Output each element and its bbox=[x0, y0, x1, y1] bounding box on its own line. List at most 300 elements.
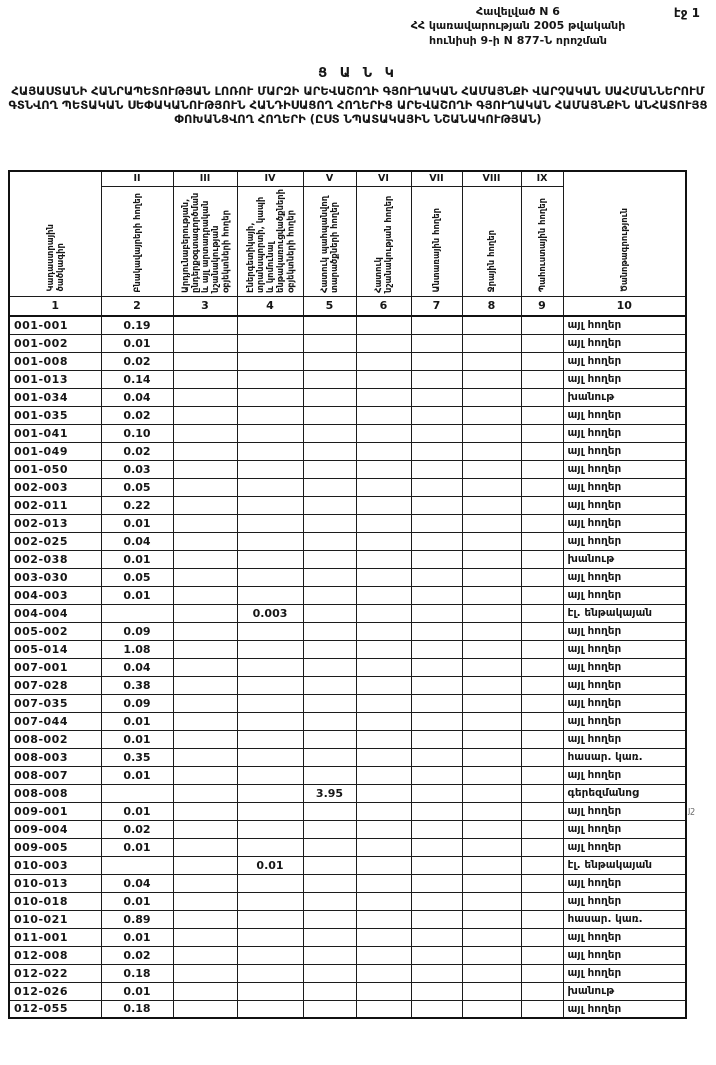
special-purpose-land-cell bbox=[356, 568, 411, 586]
residential-land-cell: 0.35 bbox=[101, 748, 173, 766]
forest-land-cell bbox=[411, 712, 462, 730]
industrial-land-cell bbox=[173, 910, 237, 928]
residential-land-cell: 0.22 bbox=[101, 496, 173, 514]
cadastral-code-cell: 005-002 bbox=[9, 622, 101, 640]
infrastructure-land-cell bbox=[237, 802, 303, 820]
protected-land-cell bbox=[303, 658, 356, 676]
infrastructure-land-cell bbox=[237, 496, 303, 514]
table-row bbox=[9, 838, 686, 856]
reserve-land-cell bbox=[521, 640, 563, 658]
protected-land-cell bbox=[303, 568, 356, 586]
reserve-land-cell bbox=[521, 928, 563, 946]
residential-land-cell: 0.02 bbox=[101, 946, 173, 964]
residential-land-cell: 0.02 bbox=[101, 820, 173, 838]
water-land-cell bbox=[462, 838, 521, 856]
infrastructure-land-cell bbox=[237, 622, 303, 640]
special-purpose-land-cell bbox=[356, 856, 411, 874]
protected-land-cell bbox=[303, 910, 356, 928]
remark-cell: այլ հողեր bbox=[563, 640, 686, 658]
cadastral-code-cell: 004-003 bbox=[9, 586, 101, 604]
remark-cell: այլ հողեր bbox=[563, 766, 686, 784]
remark-cell: այլ հողեր bbox=[563, 712, 686, 730]
residential-land-cell: 0.01 bbox=[101, 550, 173, 568]
column-number: 5 bbox=[303, 296, 356, 316]
cadastral-code-cell: 003-030 bbox=[9, 568, 101, 586]
reserve-land-cell bbox=[521, 838, 563, 856]
special-purpose-land-cell bbox=[356, 802, 411, 820]
column-header bbox=[462, 186, 521, 296]
water-land-cell bbox=[462, 532, 521, 550]
residential-land-cell: 0.05 bbox=[101, 568, 173, 586]
water-land-cell bbox=[462, 748, 521, 766]
industrial-land-cell bbox=[173, 964, 237, 982]
column-number: 6 bbox=[356, 296, 411, 316]
residential-land-cell: 0.09 bbox=[101, 694, 173, 712]
residential-land-cell: 0.01 bbox=[101, 712, 173, 730]
table-row bbox=[9, 352, 686, 370]
water-land-cell bbox=[462, 910, 521, 928]
remark-cell: խանութ bbox=[563, 550, 686, 568]
cadastral-code-cell: 009-001 bbox=[9, 802, 101, 820]
cadastral-code-cell: 001-050 bbox=[9, 460, 101, 478]
residential-land-cell: 0.04 bbox=[101, 658, 173, 676]
forest-land-cell bbox=[411, 478, 462, 496]
remark-cell: այլ հողեր bbox=[563, 802, 686, 820]
reserve-land-cell bbox=[521, 622, 563, 640]
protected-land-cell bbox=[303, 442, 356, 460]
water-land-cell bbox=[462, 334, 521, 352]
protected-land-cell bbox=[303, 964, 356, 982]
forest-land-cell bbox=[411, 424, 462, 442]
forest-land-cell bbox=[411, 748, 462, 766]
remarks-column-header bbox=[563, 171, 686, 296]
reserve-land-cell bbox=[521, 946, 563, 964]
residential-land-cell: 1.08 bbox=[101, 640, 173, 658]
table-row bbox=[9, 712, 686, 730]
table-row bbox=[9, 892, 686, 910]
residential-land-cell: 0.14 bbox=[101, 370, 173, 388]
industrial-land-cell bbox=[173, 640, 237, 658]
infrastructure-land-cell bbox=[237, 838, 303, 856]
cadastral-code-cell: 001-034 bbox=[9, 388, 101, 406]
water-land-cell bbox=[462, 352, 521, 370]
table-body bbox=[9, 316, 686, 1018]
water-land-cell bbox=[462, 640, 521, 658]
table-row bbox=[9, 748, 686, 766]
infrastructure-land-cell bbox=[237, 352, 303, 370]
special-purpose-land-cell bbox=[356, 460, 411, 478]
remark-cell: այլ հողեր bbox=[563, 406, 686, 424]
protected-land-cell bbox=[303, 730, 356, 748]
industrial-land-cell bbox=[173, 532, 237, 550]
forest-land-cell bbox=[411, 856, 462, 874]
water-land-cell bbox=[462, 712, 521, 730]
table-row bbox=[9, 640, 686, 658]
reserve-land-cell bbox=[521, 856, 563, 874]
table-row bbox=[9, 658, 686, 676]
column-header bbox=[356, 186, 411, 296]
special-purpose-land-cell bbox=[356, 622, 411, 640]
residential-land-cell: 0.10 bbox=[101, 424, 173, 442]
industrial-land-cell bbox=[173, 604, 237, 622]
water-land-cell bbox=[462, 478, 521, 496]
industrial-land-cell bbox=[173, 622, 237, 640]
column-number: 1 bbox=[9, 296, 101, 316]
protected-land-cell bbox=[303, 694, 356, 712]
special-purpose-land-cell bbox=[356, 640, 411, 658]
industrial-land-cell bbox=[173, 928, 237, 946]
protected-land-cell bbox=[303, 802, 356, 820]
special-purpose-land-cell bbox=[356, 424, 411, 442]
protected-land-cell bbox=[303, 496, 356, 514]
reserve-land-cell bbox=[521, 820, 563, 838]
residential-land-cell: 0.01 bbox=[101, 586, 173, 604]
residential-land-cell: 0.38 bbox=[101, 676, 173, 694]
protected-land-cell bbox=[303, 388, 356, 406]
special-purpose-land-cell bbox=[356, 550, 411, 568]
column-number: 10 bbox=[563, 296, 686, 316]
table-row bbox=[9, 532, 686, 550]
water-land-cell bbox=[462, 550, 521, 568]
forest-land-cell bbox=[411, 892, 462, 910]
infrastructure-land-cell bbox=[237, 532, 303, 550]
forest-land-cell bbox=[411, 730, 462, 748]
protected-land-cell bbox=[303, 928, 356, 946]
remark-cell: այլ հողեր bbox=[563, 874, 686, 892]
table-header bbox=[9, 171, 686, 316]
remark-cell: այլ հողեր bbox=[563, 676, 686, 694]
water-land-cell bbox=[462, 442, 521, 460]
protected-land-cell bbox=[303, 1000, 356, 1018]
protected-land-cell bbox=[303, 352, 356, 370]
reserve-land-cell bbox=[521, 982, 563, 1000]
remark-cell: այլ հողեր bbox=[563, 442, 686, 460]
infrastructure-land-cell bbox=[237, 550, 303, 568]
water-land-cell bbox=[462, 820, 521, 838]
protected-land-cell bbox=[303, 478, 356, 496]
residential-land-cell: 0.01 bbox=[101, 838, 173, 856]
remark-cell: այլ հողեր bbox=[563, 1000, 686, 1018]
remark-cell: այլ հողեր bbox=[563, 424, 686, 442]
infrastructure-land-cell bbox=[237, 316, 303, 334]
special-purpose-land-cell bbox=[356, 604, 411, 622]
special-purpose-land-cell bbox=[356, 910, 411, 928]
cadastral-code-cell: 001-001 bbox=[9, 316, 101, 334]
water-land-cell bbox=[462, 1000, 521, 1018]
industrial-land-cell bbox=[173, 478, 237, 496]
protected-land-cell bbox=[303, 316, 356, 334]
column-number: 4 bbox=[237, 296, 303, 316]
residential-land-cell: 0.01 bbox=[101, 892, 173, 910]
protected-land-cell bbox=[303, 748, 356, 766]
forest-land-cell bbox=[411, 370, 462, 388]
remark-cell: այլ հողեր bbox=[563, 892, 686, 910]
infrastructure-land-cell bbox=[237, 334, 303, 352]
industrial-land-cell bbox=[173, 802, 237, 820]
forest-land-cell bbox=[411, 928, 462, 946]
cadastral-code-cell: 007-044 bbox=[9, 712, 101, 730]
appendix-line: ՀՀ կառավարության 2005 թվականի bbox=[410, 19, 626, 33]
water-land-cell bbox=[462, 784, 521, 802]
roman-numeral: IV bbox=[237, 171, 303, 186]
infrastructure-land-cell bbox=[237, 748, 303, 766]
residential-land-cell: 0.89 bbox=[101, 910, 173, 928]
reserve-land-cell bbox=[521, 334, 563, 352]
infrastructure-land-cell bbox=[237, 424, 303, 442]
infrastructure-land-cell bbox=[237, 928, 303, 946]
special-purpose-land-cell bbox=[356, 694, 411, 712]
reserve-land-cell bbox=[521, 496, 563, 514]
industrial-land-cell bbox=[173, 856, 237, 874]
appendix-line: Հավելված N 6 bbox=[476, 5, 560, 18]
forest-land-cell bbox=[411, 622, 462, 640]
protected-land-cell bbox=[303, 640, 356, 658]
special-purpose-land-cell bbox=[356, 496, 411, 514]
cadastral-code-cell: 002-003 bbox=[9, 478, 101, 496]
infrastructure-land-cell bbox=[237, 406, 303, 424]
remarks-column-label: Ծանոթագրություն bbox=[619, 207, 630, 292]
water-land-cell bbox=[462, 622, 521, 640]
column-number: 7 bbox=[411, 296, 462, 316]
column-number-row bbox=[9, 296, 686, 316]
table-row bbox=[9, 766, 686, 784]
roman-numeral: VI bbox=[356, 171, 411, 186]
protected-land-cell bbox=[303, 460, 356, 478]
forest-land-cell bbox=[411, 442, 462, 460]
protected-land-cell bbox=[303, 766, 356, 784]
table-row bbox=[9, 514, 686, 532]
table-row bbox=[9, 550, 686, 568]
protected-land-cell bbox=[303, 514, 356, 532]
cadastral-code-cell: 009-004 bbox=[9, 820, 101, 838]
protected-land-cell: 3.95 bbox=[303, 784, 356, 802]
residential-land-cell bbox=[101, 856, 173, 874]
residential-land-cell bbox=[101, 784, 173, 802]
remark-cell: հասար. կառ. bbox=[563, 748, 686, 766]
page-number: էջ 1 bbox=[673, 6, 700, 20]
remark-cell: այլ հողեր bbox=[563, 946, 686, 964]
column-header-label: Պահուստային հողեր bbox=[536, 198, 547, 293]
industrial-land-cell bbox=[173, 766, 237, 784]
forest-land-cell bbox=[411, 586, 462, 604]
cadastral-code-cell: 009-005 bbox=[9, 838, 101, 856]
cadastral-code-cell: 001-008 bbox=[9, 352, 101, 370]
infrastructure-land-cell bbox=[237, 640, 303, 658]
reserve-land-cell bbox=[521, 442, 563, 460]
protected-land-cell bbox=[303, 874, 356, 892]
infrastructure-land-cell bbox=[237, 766, 303, 784]
reserve-land-cell bbox=[521, 910, 563, 928]
industrial-land-cell bbox=[173, 1000, 237, 1018]
special-purpose-land-cell bbox=[356, 514, 411, 532]
water-land-cell bbox=[462, 766, 521, 784]
special-purpose-land-cell bbox=[356, 748, 411, 766]
reserve-land-cell bbox=[521, 316, 563, 334]
table-row bbox=[9, 946, 686, 964]
column-header bbox=[411, 186, 462, 296]
cadastral-code-cell: 010-013 bbox=[9, 874, 101, 892]
cadastral-code-cell: 008-008 bbox=[9, 784, 101, 802]
infrastructure-land-cell bbox=[237, 676, 303, 694]
water-land-cell bbox=[462, 514, 521, 532]
special-purpose-land-cell bbox=[356, 784, 411, 802]
cadastral-code-column-label: Կադաստրային ծածկագիր bbox=[45, 224, 66, 292]
protected-land-cell bbox=[303, 982, 356, 1000]
forest-land-cell bbox=[411, 316, 462, 334]
residential-land-cell: 0.04 bbox=[101, 532, 173, 550]
infrastructure-land-cell: 0.003 bbox=[237, 604, 303, 622]
industrial-land-cell bbox=[173, 568, 237, 586]
water-land-cell bbox=[462, 370, 521, 388]
infrastructure-land-cell bbox=[237, 982, 303, 1000]
residential-land-cell: 0.01 bbox=[101, 766, 173, 784]
water-land-cell bbox=[462, 460, 521, 478]
infrastructure-land-cell: 0.01 bbox=[237, 856, 303, 874]
reserve-land-cell bbox=[521, 370, 563, 388]
special-purpose-land-cell bbox=[356, 712, 411, 730]
column-number: 9 bbox=[521, 296, 563, 316]
residential-land-cell: 0.01 bbox=[101, 802, 173, 820]
forest-land-cell bbox=[411, 532, 462, 550]
residential-land-cell: 0.05 bbox=[101, 478, 173, 496]
remark-cell: այլ հողեր bbox=[563, 514, 686, 532]
special-purpose-land-cell bbox=[356, 334, 411, 352]
residential-land-cell: 0.01 bbox=[101, 982, 173, 1000]
industrial-land-cell bbox=[173, 550, 237, 568]
water-land-cell bbox=[462, 586, 521, 604]
cadastral-code-cell: 001-049 bbox=[9, 442, 101, 460]
roman-numeral: VII bbox=[411, 171, 462, 186]
industrial-land-cell bbox=[173, 586, 237, 604]
reserve-land-cell bbox=[521, 424, 563, 442]
table-row bbox=[9, 586, 686, 604]
residential-land-cell: 0.01 bbox=[101, 514, 173, 532]
infrastructure-land-cell bbox=[237, 694, 303, 712]
infrastructure-land-cell bbox=[237, 658, 303, 676]
remark-cell: այլ հողեր bbox=[563, 334, 686, 352]
reserve-land-cell bbox=[521, 406, 563, 424]
reserve-land-cell bbox=[521, 748, 563, 766]
remark-cell: այլ հողեր bbox=[563, 658, 686, 676]
special-purpose-land-cell bbox=[356, 406, 411, 424]
infrastructure-land-cell bbox=[237, 514, 303, 532]
residential-land-cell: 0.01 bbox=[101, 730, 173, 748]
column-header-label: Ջրային հողեր bbox=[486, 230, 497, 293]
reserve-land-cell bbox=[521, 658, 563, 676]
reserve-land-cell bbox=[521, 874, 563, 892]
table-row bbox=[9, 388, 686, 406]
water-land-cell bbox=[462, 964, 521, 982]
reserve-land-cell bbox=[521, 730, 563, 748]
forest-land-cell bbox=[411, 640, 462, 658]
reserve-land-cell bbox=[521, 1000, 563, 1018]
industrial-land-cell bbox=[173, 838, 237, 856]
reserve-land-cell bbox=[521, 352, 563, 370]
water-land-cell bbox=[462, 874, 521, 892]
residential-land-cell: 0.18 bbox=[101, 964, 173, 982]
infrastructure-land-cell bbox=[237, 712, 303, 730]
residential-land-cell: 0.09 bbox=[101, 622, 173, 640]
special-purpose-land-cell bbox=[356, 982, 411, 1000]
industrial-land-cell bbox=[173, 424, 237, 442]
infrastructure-land-cell bbox=[237, 910, 303, 928]
table-row bbox=[9, 964, 686, 982]
protected-land-cell bbox=[303, 712, 356, 730]
table-row bbox=[9, 856, 686, 874]
cadastral-code-cell: 008-003 bbox=[9, 748, 101, 766]
title-block bbox=[0, 66, 716, 126]
protected-land-cell bbox=[303, 946, 356, 964]
column-number: 8 bbox=[462, 296, 521, 316]
reserve-land-cell bbox=[521, 550, 563, 568]
residential-land-cell: 0.02 bbox=[101, 442, 173, 460]
cadastral-code-cell: 002-011 bbox=[9, 496, 101, 514]
table-row bbox=[9, 730, 686, 748]
residential-land-cell bbox=[101, 604, 173, 622]
column-number: 3 bbox=[173, 296, 237, 316]
document-title: ՀԱՅԱՍՏԱՆԻ ՀԱՆՐԱՊԵՏՈՒԹՅԱՆ ԼՈՌՈՒ ՄԱՐԶԻ ԱՐԵՎԱՇՈՂԻ ԳՅՈՒՂԱԿԱՆ ՀԱՄԱՅՆՔԻ ՎԱՐՉԱԿԱՆ ՍԱՀՄԱՆՆԵՐՈՒՄ ԳՏՆՎՈՂ ՊԵՏԱԿԱՆ ՍԵՓԱԿԱՆՈՒԹՅՈՒՆ ՀԱՆԴԻՍԱՑՈՂ ՀՈՂԵՐԻՑ ԱՐԵՎԱՇՈՂԻ ԳՅՈՒՂԱԿԱՆ ՀԱՄԱՅՆՔԻՆ ԱՆՀԱՏՈՒՅՑ ՓՈԽԱՆՑՎՈՂ ՀՈՂԵՐԻ (ԸՍՏ ՆՊԱՏԱԿԱՅԻՆ ՆՇԱՆԱԿՈՒԹՅԱՆ) bbox=[8, 84, 708, 127]
roman-numeral-row bbox=[9, 171, 686, 186]
infrastructure-land-cell bbox=[237, 820, 303, 838]
remark-cell: խանութ bbox=[563, 982, 686, 1000]
reserve-land-cell bbox=[521, 568, 563, 586]
reserve-land-cell bbox=[521, 694, 563, 712]
protected-land-cell bbox=[303, 370, 356, 388]
remark-cell: այլ հողեր bbox=[563, 352, 686, 370]
reserve-land-cell bbox=[521, 478, 563, 496]
remark-cell: այլ հողեր bbox=[563, 496, 686, 514]
forest-land-cell bbox=[411, 388, 462, 406]
table-row bbox=[9, 334, 686, 352]
special-purpose-land-cell bbox=[356, 586, 411, 604]
special-purpose-land-cell bbox=[356, 874, 411, 892]
protected-land-cell bbox=[303, 622, 356, 640]
table-row bbox=[9, 424, 686, 442]
cadastral-code-cell: 012-026 bbox=[9, 982, 101, 1000]
cadastral-code-cell: 010-021 bbox=[9, 910, 101, 928]
remark-cell: այլ հողեր bbox=[563, 838, 686, 856]
table-row bbox=[9, 406, 686, 424]
cadastral-code-column-header bbox=[9, 171, 101, 296]
reserve-land-cell bbox=[521, 784, 563, 802]
forest-land-cell bbox=[411, 658, 462, 676]
table-row bbox=[9, 928, 686, 946]
remark-cell: այլ հողեր bbox=[563, 622, 686, 640]
forest-land-cell bbox=[411, 766, 462, 784]
column-header bbox=[521, 186, 563, 296]
table-row bbox=[9, 982, 686, 1000]
industrial-land-cell bbox=[173, 982, 237, 1000]
forest-land-cell bbox=[411, 676, 462, 694]
forest-land-cell bbox=[411, 550, 462, 568]
roman-numeral: III bbox=[173, 171, 237, 186]
table-row bbox=[9, 496, 686, 514]
infrastructure-land-cell bbox=[237, 784, 303, 802]
industrial-land-cell bbox=[173, 658, 237, 676]
residential-land-cell: 0.03 bbox=[101, 460, 173, 478]
forest-land-cell bbox=[411, 820, 462, 838]
reserve-land-cell bbox=[521, 964, 563, 982]
special-purpose-land-cell bbox=[356, 820, 411, 838]
water-land-cell bbox=[462, 928, 521, 946]
special-purpose-land-cell bbox=[356, 730, 411, 748]
forest-land-cell bbox=[411, 946, 462, 964]
remark-cell: այլ հողեր bbox=[563, 370, 686, 388]
infrastructure-land-cell bbox=[237, 442, 303, 460]
infrastructure-land-cell bbox=[237, 568, 303, 586]
water-land-cell bbox=[462, 982, 521, 1000]
table-row bbox=[9, 460, 686, 478]
